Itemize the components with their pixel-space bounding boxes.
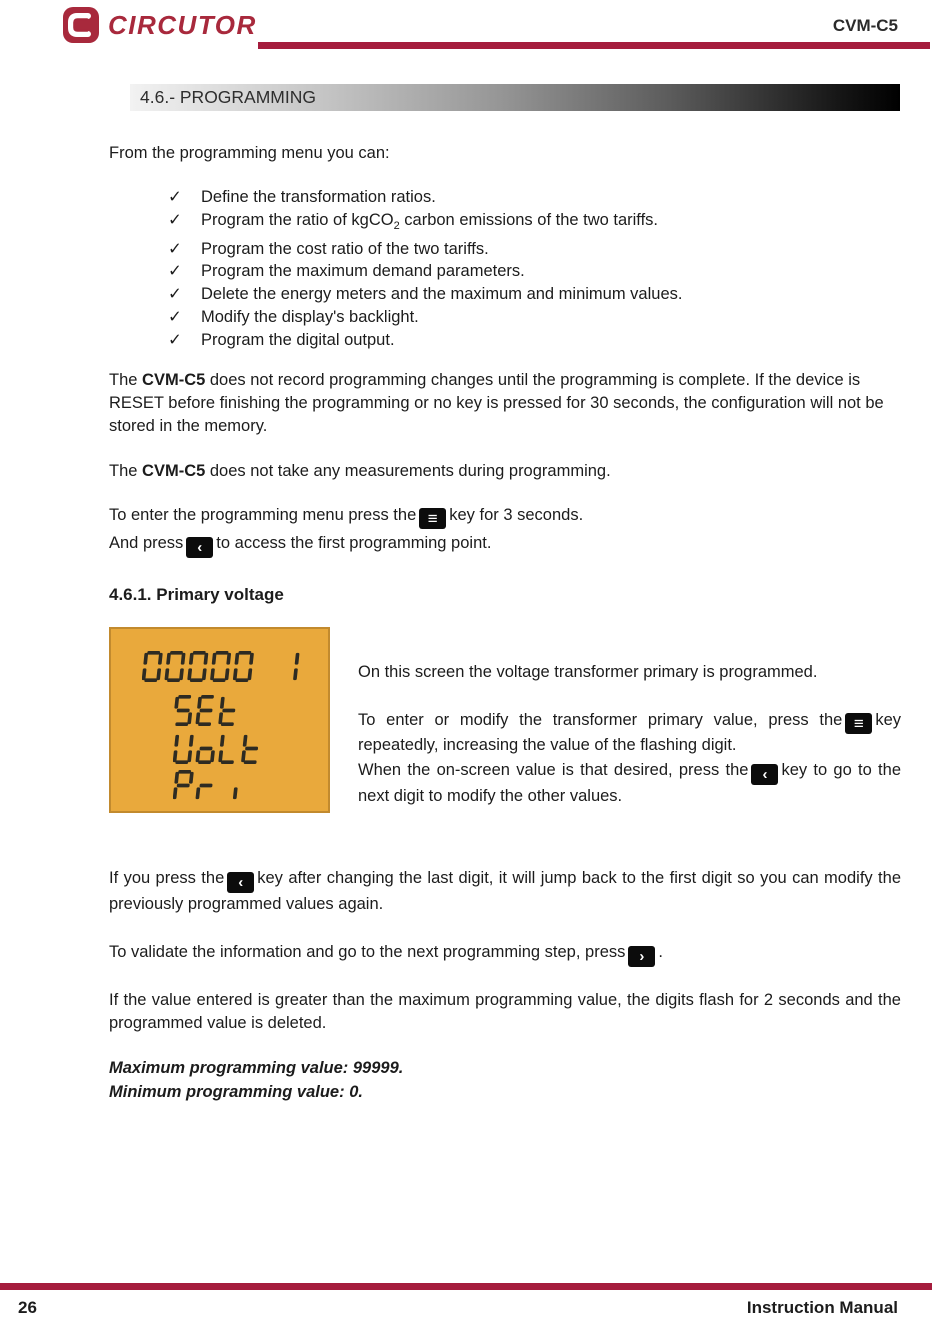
left-key-icon: ‹ <box>227 872 254 893</box>
list-item <box>168 329 682 352</box>
list-item-text: Program the maximum demand parameters. <box>201 262 525 281</box>
lcd-line-volt <box>173 733 270 764</box>
check-icon: ✓ <box>168 307 182 326</box>
list-item-text: Modify the display's backlight. <box>201 307 419 326</box>
lcd-line-pri <box>173 770 247 801</box>
paragraph-maxflash: If the value entered is greater than the maximum programming value, the digits flash for 2 seconds and the programmed value is deleted. <box>109 991 901 1032</box>
header-rule <box>258 42 930 49</box>
product-name: CVM-C5 <box>142 371 206 389</box>
display-desc-p3: When the on-screen value is that desired, press the ‹ key to go to the next digit to modify the other values. <box>358 761 901 805</box>
list-item <box>168 306 682 329</box>
min-value-line: Minimum programming value: 0. <box>109 1083 363 1101</box>
section-heading-label: 4.6.- PROGRAMMING <box>140 87 316 107</box>
lcd-screen <box>111 629 328 811</box>
menu-key-icon: ≡ <box>845 713 872 734</box>
lcd-display <box>109 627 330 813</box>
check-icon: ✓ <box>168 262 182 281</box>
list-item-text: Program the cost ratio of the two tariffs. <box>201 239 489 258</box>
paragraph-record: The CVM-C5 does not record programming changes until the programming is complete. If the device is RESET before finishing the programming or no key is pressed for 30 seconds, the configuration will not be stored in the memory. <box>109 371 884 435</box>
list-item <box>168 238 682 261</box>
brand-wordmark: CIRCUTOR <box>108 9 257 40</box>
left-key-icon: ‹ <box>751 764 778 785</box>
footer-label: Instruction Manual <box>746 1298 898 1317</box>
brand-logo <box>62 6 257 44</box>
right-key-icon: › <box>628 946 655 967</box>
left-key-icon: ‹ <box>186 537 213 558</box>
programming-checklist <box>168 186 682 352</box>
display-description <box>358 661 901 808</box>
and-press-line: And press ‹ to access the first programming point. <box>109 534 492 556</box>
paragraph-jumpback: If you press the ‹ key after changing the last digit, it will jump back to the first digit so you can modify the previously programmed values again. <box>109 869 901 913</box>
max-value-line: Maximum programming value: 99999. <box>109 1059 404 1077</box>
check-icon: ✓ <box>168 285 182 304</box>
paragraph-validate: To validate the information and go to the next programming step, press › . <box>109 943 663 965</box>
lcd-line-set <box>173 695 247 726</box>
check-icon: ✓ <box>168 210 182 229</box>
section-heading <box>130 84 900 111</box>
enter-menu-line: To enter the programming menu press the ≡ key for 3 seconds. <box>109 506 584 528</box>
check-icon: ✓ <box>168 188 182 206</box>
circutor-logo-icon <box>62 6 100 44</box>
check-icon: ✓ <box>168 239 182 258</box>
subsection-heading: 4.6.1. Primary voltage <box>109 585 284 604</box>
document-title: CVM-C5 <box>832 16 898 35</box>
list-item-text: Program the ratio of kgCO$_2$ carbon emissions of the two tariffs. <box>201 210 659 232</box>
list-item-text: Delete the energy meters and the maximum and minimum values. <box>201 285 683 304</box>
footer-rule <box>0 1283 932 1290</box>
page-number: 26 <box>18 1298 37 1317</box>
intro-paragraph: From the programming menu you can: <box>109 144 390 162</box>
list-item <box>168 283 682 306</box>
menu-key-icon: ≡ <box>419 508 446 529</box>
list-item <box>168 209 682 238</box>
paragraph-measure: The CVM-C5 does not take any measurements during programming. <box>109 462 611 480</box>
list-item <box>168 260 682 283</box>
display-desc-p2: To enter or modify the transformer primary value, press the ≡ key repeatedly, increasing the value of the flashing digit. <box>358 711 901 754</box>
list-item <box>168 186 682 209</box>
product-name: CVM-C5 <box>142 462 206 480</box>
display-desc-p1: On this screen the voltage transformer primary is programmed. <box>358 663 818 681</box>
check-icon: ✓ <box>168 330 182 349</box>
lcd-line-value <box>142 651 307 682</box>
list-item-text: Define the transformation ratios. <box>201 188 436 206</box>
list-item-text: Program the digital output. <box>201 330 395 349</box>
